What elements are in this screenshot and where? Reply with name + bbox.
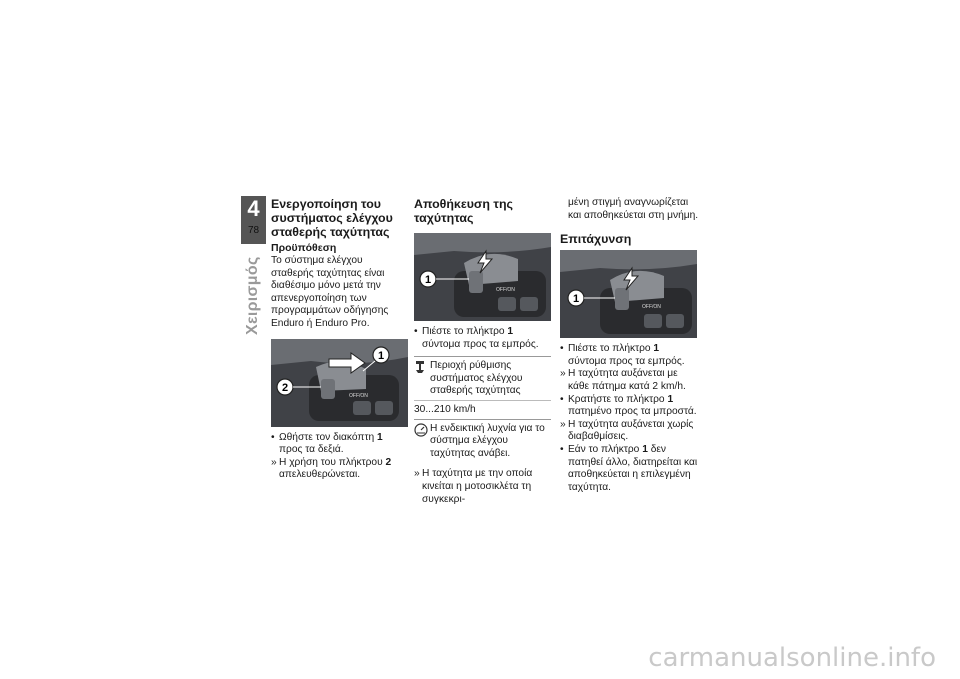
callout-1: 1 [377, 349, 385, 362]
column-activation [271, 197, 408, 482]
chapter-number: 4 [247, 196, 260, 221]
step-press-button: • Πιέστε το πλήκτρο 1 σύντομα προς τα εμπρός. [414, 326, 539, 350]
callout-1: 1 [424, 274, 432, 286]
result-speed-continuous: » Η ταχύτητα αυξάνεται χωρίς διαβαθμίσεις. [560, 418, 694, 443]
column-store-speed [414, 197, 551, 506]
continued-text: μένη στιγμή αναγνωρίζεται και αποθηκεύεται στη μνήμη. [568, 197, 699, 221]
section-title-activation: Ενεργοποίηση του συστήματος ελέγχου σταθερής ταχύτητας [271, 197, 393, 239]
chapter-side-label: Χειρισμός [244, 256, 261, 335]
indicator-text: Η ενδεικτική λυχνία για το σύστημα ελέγχου ταχύτητας ανάβει. [430, 422, 545, 459]
spec-value: 30...210 km/h [414, 400, 551, 419]
section-title-store-speed: Αποθήκευση της ταχύτητας [414, 197, 513, 225]
switch-photo-activation [271, 339, 408, 427]
prerequisite-heading: Προϋπόθεση [271, 242, 337, 254]
result-speed-recognized: » Η ταχύτητα με την οποία κινείται η μοτοσικλέτα τη συγκεκρι- [414, 468, 533, 505]
step-hold-button: • Κρατήστε το πλήκτρο 1 πατημένο προς τα μπροστά. [560, 393, 697, 418]
section-title-acceleration: Επιτάχυνση [560, 232, 632, 247]
prerequisite-text: Το σύστημα ελέγχου σταθερής ταχύτητας είναι διαθέσιμο μόνο μετά την απενεργοποίηση των προγραμμάτων οδήγησης Enduro ή Enduro Pro. [271, 255, 389, 329]
switch-photo-acceleration [560, 250, 697, 338]
spec-box [414, 356, 551, 419]
column-acceleration [560, 197, 700, 494]
indicator-note [414, 422, 551, 463]
switch-label: OFF/ON [642, 304, 661, 311]
speedometer-indicator-icon [414, 423, 430, 461]
result-speed-increments: » Η ταχύτητα αυξάνεται με κάθε πάτημα κατά 2 km/h. [560, 368, 686, 392]
callout-1: 1 [572, 293, 580, 306]
spec-icon [414, 360, 430, 398]
step-push-switch: • Ωθήστε τον διακόπτη 1 προς τα δεξιά. [271, 431, 383, 456]
callout-2: 2 [281, 381, 289, 394]
spec-label: Περιοχή ρύθμισης συστήματος ελέγχου σταθερής ταχύτητας [430, 360, 523, 397]
result-button-released: » Η χρήση του πλήκτρου 2 απελευθερώνεται. [271, 456, 392, 481]
step-press-short: • Πιέστε το πλήκτρο 1 σύντομα προς τα εμπρός. [560, 343, 685, 367]
step-release-button: • Εάν το πλήκτρο 1 δεν πατηθεί άλλο, διατηρείται και αποθηκεύεται η επιλεγμένη ταχύτητα. [560, 443, 698, 493]
page-number: 78 [247, 225, 260, 236]
switch-photo-store [414, 233, 551, 321]
switch-label: OFF/ON [496, 287, 515, 293]
watermark: carmanualsonline.info [648, 643, 936, 673]
switch-label: OFF/ON [349, 392, 368, 399]
